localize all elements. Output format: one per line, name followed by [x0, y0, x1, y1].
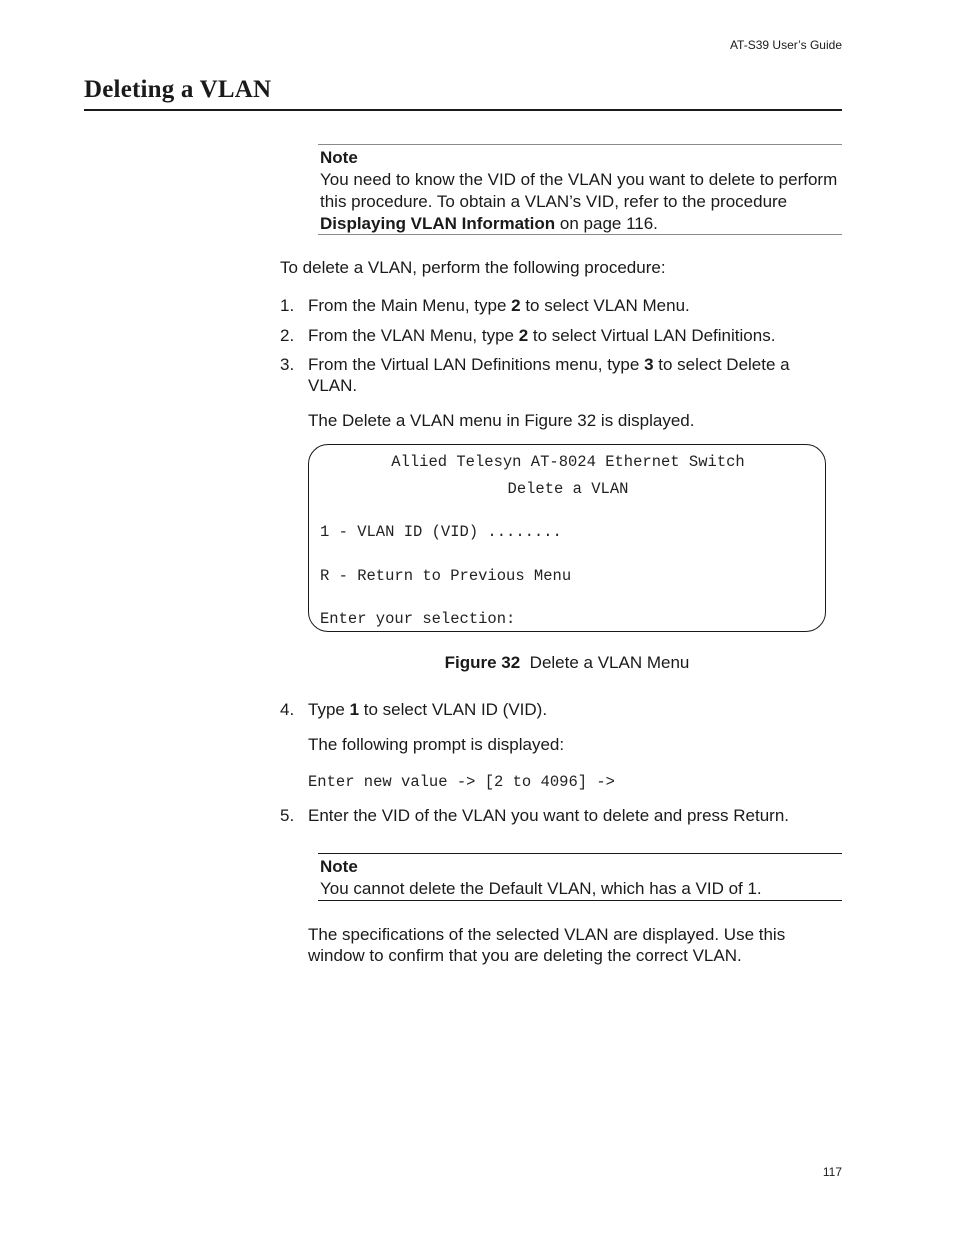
note-label: Note	[320, 857, 358, 876]
step-text: Type 1 to select VLAN ID (VID).	[308, 700, 548, 719]
figure-caption	[308, 653, 826, 673]
page-number: 117	[822, 1165, 842, 1179]
specs-paragraph: The specifications of the selected VLAN are displayed. Use this window to confirm that you are deleting the correct VLAN.	[308, 925, 786, 965]
title-rule	[84, 109, 842, 111]
step-3-followup: The Delete a VLAN menu in Figure 32 is displayed.	[308, 411, 695, 430]
step-number: 1.	[280, 296, 295, 315]
note-text: You need to know the VID of the VLAN you want to delete to perform this procedure. To obtain a VLAN’s VID, refer to the procedure	[320, 170, 838, 211]
screen-menu-title: Delete a VLAN	[507, 480, 629, 498]
terminal-screen-figure	[308, 444, 826, 632]
screen-option-return: R - Return to Previous Menu	[320, 567, 572, 585]
procedure-intro: To delete a VLAN, perform the following procedure:	[280, 258, 666, 277]
step-text: From the Virtual LAN Definitions menu, type 3 to select Delete a VLAN.	[308, 355, 790, 395]
note-text: You cannot delete the Default VLAN, which has a VID of 1.	[320, 879, 762, 898]
step-number: 4.	[280, 700, 295, 719]
step-text: From the VLAN Menu, type 2 to select Virtual LAN Definitions.	[308, 326, 776, 345]
screen-prompt: Enter your selection:	[320, 610, 516, 628]
figure-caption-text: Delete a VLAN Menu	[529, 653, 690, 672]
figure-label: Figure 32	[444, 653, 521, 672]
prompt-intro: The following prompt is displayed:	[308, 735, 565, 754]
step-text: Enter the VID of the VLAN you want to delete and press Return.	[308, 806, 789, 825]
screen-option-vid: 1 - VLAN ID (VID) ........	[320, 523, 562, 541]
screen-switch-title: Allied Telesyn AT-8024 Ethernet Switch	[391, 453, 745, 471]
note-box-default-vlan	[318, 853, 842, 901]
note-text-end: on page 116.	[555, 214, 658, 233]
note-label: Note	[320, 148, 358, 167]
note-box-vid	[318, 144, 842, 235]
step-text: From the Main Menu, type 2 to select VLAN Menu.	[308, 296, 690, 315]
prompt-code: Enter new value -> [2 to 4096] ->	[308, 773, 615, 791]
step-number: 2.	[280, 326, 295, 345]
note-reference: Displaying VLAN Information	[320, 214, 556, 233]
step-number: 5.	[280, 806, 295, 825]
step-number: 3.	[280, 355, 295, 374]
section-title: Deleting a VLAN	[84, 76, 272, 103]
running-header: AT-S39 User’s Guide	[729, 38, 842, 52]
